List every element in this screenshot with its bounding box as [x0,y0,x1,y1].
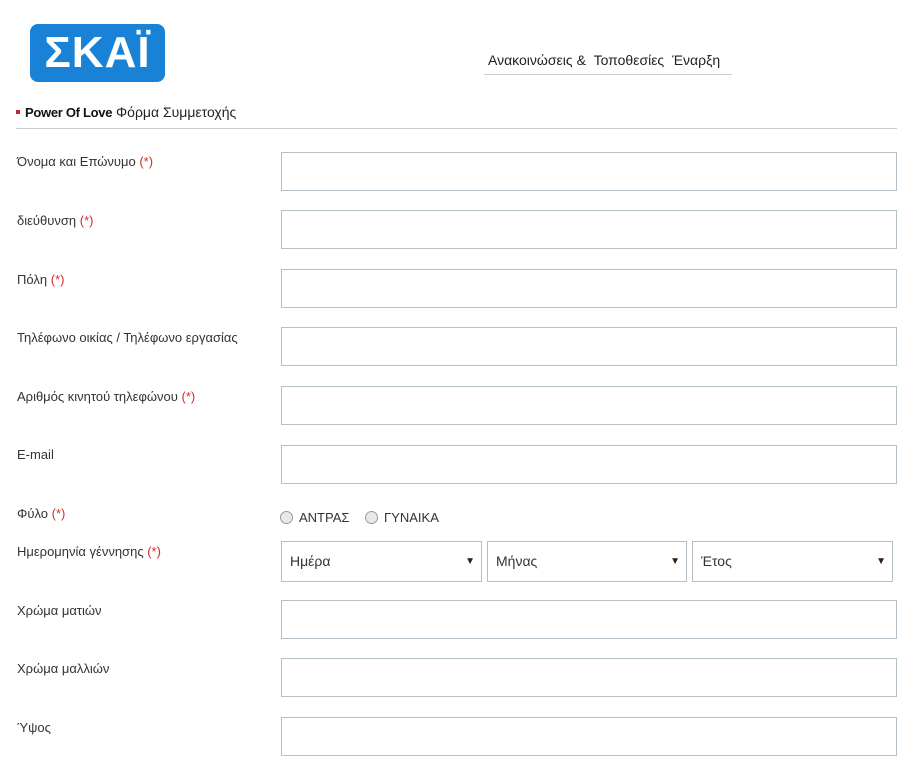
nav-item-announcements[interactable]: Ανακοινώσεις [488,52,573,68]
name-label [17,153,153,171]
height-input[interactable] [281,717,897,756]
hair-color-label-text: Χρώμα μαλλιών [17,661,110,676]
chevron-down-icon: ▼ [670,556,680,567]
skai-logo[interactable]: ΣΚΑΪ [30,24,165,82]
mobile-label-text: Αριθμός κινητού τηλεφώνου [17,389,178,404]
gender-male-label[interactable]: ΑΝΤΡΑΣ [299,510,350,525]
hair-color-label [17,660,109,678]
month-select[interactable] [487,541,687,582]
phone-label-text: Τηλέφωνο οικίας / Τηλέφωνο εργασίας [17,330,238,345]
height-label [17,719,51,737]
bullet-icon [16,110,20,114]
name-input[interactable] [281,152,897,191]
year-select-value: Έτος [701,553,732,569]
required-marker: (*) [139,154,154,169]
nav-item-ampersand: & [576,52,586,68]
city-input[interactable] [281,269,897,308]
year-select[interactable] [692,541,893,582]
chevron-down-icon: ▼ [465,556,475,567]
required-marker: (*) [51,506,66,521]
gender-female-label[interactable]: ΓΥΝΑΙΚΑ [384,510,439,525]
city-label [17,271,64,289]
gender-radio-group [280,510,451,525]
email-label-text: E-mail [17,447,54,462]
required-marker: (*) [79,213,94,228]
height-label-text: Ύψος [17,720,51,735]
required-marker: (*) [181,389,196,404]
gender-label-text: Φύλο [17,506,49,521]
form-title [16,102,897,129]
form-title-text: Φόρμα Συμμετοχής [116,104,237,120]
mobile-input[interactable] [281,386,897,425]
phone-input[interactable] [281,327,897,366]
address-label [17,212,93,230]
phone-label [17,329,238,347]
eye-color-input[interactable] [281,600,897,639]
name-label-text: Όνομα και Επώνυμο [17,154,136,169]
address-label-text: διεύθυνση [17,213,77,228]
top-navigation [484,50,732,75]
chevron-down-icon: ▼ [876,556,886,567]
nav-item-start[interactable]: Έναρξη [672,52,721,68]
mobile-label [17,388,195,406]
gender-male-radio[interactable] [280,511,293,524]
form-brand: Power Of Love [25,105,113,120]
gender-female-radio[interactable] [365,511,378,524]
day-select[interactable] [281,541,482,582]
email-label [17,446,54,464]
required-marker: (*) [147,544,161,559]
eye-color-label-text: Χρώμα ματιών [17,603,102,618]
hair-color-input[interactable] [281,658,897,697]
day-select-value: Ημέρα [290,553,331,569]
birthdate-label-text: Ημερομηνία γέννησης [17,544,144,559]
eye-color-label [17,602,102,620]
address-input[interactable] [281,210,897,249]
nav-item-locations[interactable]: Τοποθεσίες [593,52,665,68]
city-label-text: Πόλη [17,272,48,287]
gender-label [17,505,65,523]
month-select-value: Μήνας [496,553,538,569]
birthdate-label [17,543,161,561]
email-input[interactable] [281,445,897,484]
required-marker: (*) [50,272,65,287]
